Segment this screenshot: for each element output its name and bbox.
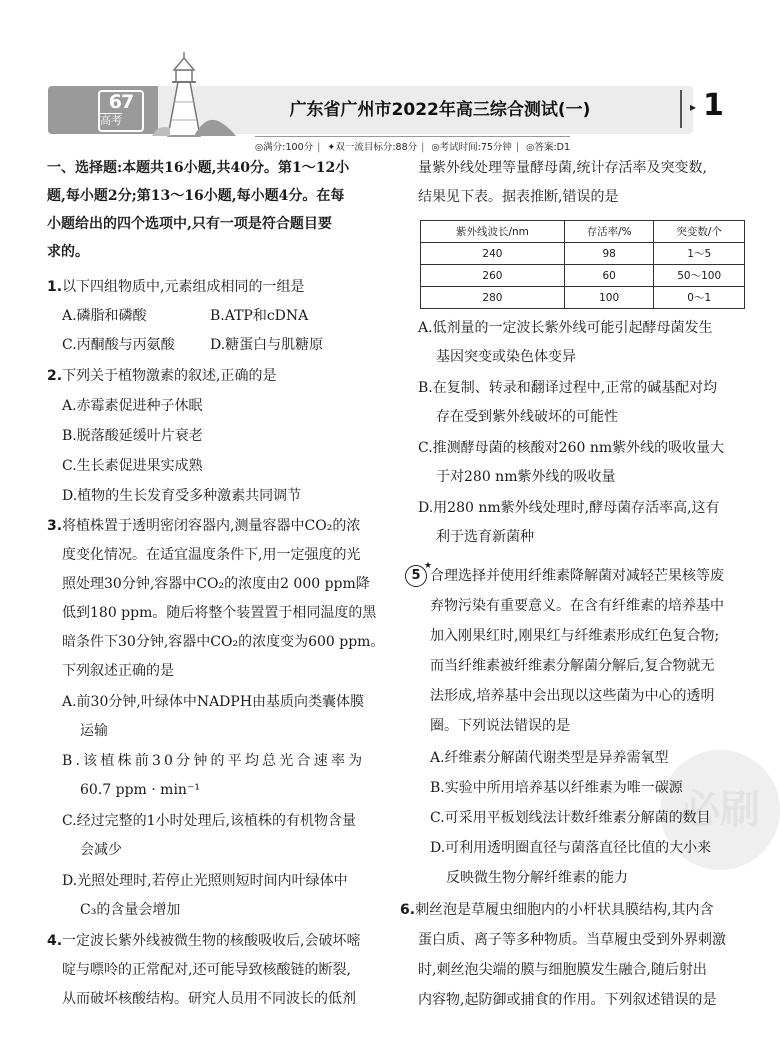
q3-stem-2: 度变化情况。在适宜温度条件下,用一定强度的光 bbox=[62, 547, 361, 563]
table-row bbox=[421, 287, 745, 309]
q2-stem: 2.下列关于植物激素的叙述,正确的是 bbox=[47, 368, 277, 384]
q5-option-d-2: 反映微生物分解纤维素的能力 bbox=[446, 870, 628, 886]
q3-stem-1: 3.将植株置于透明密闭容器内,测量容器中CO₂的浓 bbox=[47, 518, 361, 534]
meta-time: ◎考试时间:75分钟 bbox=[431, 142, 512, 153]
meta-target-score: ✦双一流目标分:88分 bbox=[327, 142, 418, 153]
meta-full-score: ◎满分:100分 bbox=[255, 142, 314, 153]
q3-option-a-1: A.前30分钟,叶绿体中NADPH由基质向类囊体膜 bbox=[62, 694, 365, 710]
q1-number: 1. bbox=[47, 279, 63, 295]
table-header-mutation: 突变数/个 bbox=[654, 221, 745, 243]
table-cell: 1～5 bbox=[654, 243, 745, 265]
q5-stem-6: 圈。下列说法错误的是 bbox=[430, 718, 570, 734]
table-header-row bbox=[421, 221, 745, 243]
q4-option-c-1: C.推测酵母菌的核酸对260 nm紫外线的吸收量大 bbox=[418, 440, 725, 456]
q6-stem-3: 时,刺丝泡尖端的膜与细胞膜发生融合,随后射出 bbox=[418, 962, 707, 978]
q5-option-a: A.纤维素分解菌代谢类型是异养需氧型 bbox=[430, 750, 669, 766]
star-icon: ★ bbox=[424, 561, 433, 571]
table-header-wavelength: 紫外线波长/nm bbox=[421, 221, 565, 243]
q4-stem-3: 从而破坏核酸结构。研究人员用不同波长的低剂 bbox=[62, 991, 356, 1007]
q2-option-b: B.脱落酸延缓叶片衰老 bbox=[62, 428, 203, 444]
q5-option-d-1: D.可利用透明圈直径与菌落直径比值的大小来 bbox=[430, 840, 712, 856]
table-cell: 60 bbox=[564, 265, 654, 287]
table-cell: 280 bbox=[421, 287, 565, 309]
q4-option-c-2: 于对280 nm紫外线的吸收量 bbox=[436, 469, 616, 485]
uv-results-table bbox=[420, 220, 745, 309]
q2-number: 2. bbox=[47, 368, 63, 384]
lighthouse-icon bbox=[148, 52, 238, 136]
table-cell: 100 bbox=[564, 287, 654, 309]
watermark: 必刷 bbox=[660, 750, 780, 870]
section-instruction-2: 题,每小题2分;第13～16小题,每小题4分。在每 bbox=[47, 188, 345, 204]
table-cell: 50～100 bbox=[654, 265, 745, 287]
section-instruction-3: 小题给出的四个选项中,只有一项是符合题目要 bbox=[47, 216, 332, 232]
q3-option-a-2: 运输 bbox=[80, 723, 108, 739]
q1-option-b: B.ATP和cDNA bbox=[210, 308, 309, 324]
q4-option-a-2: 基因突变或染色体变异 bbox=[436, 349, 576, 365]
q2-option-d: D.植物的生长发育受多种激素共同调节 bbox=[62, 488, 302, 504]
table-cell: 98 bbox=[564, 243, 654, 265]
section-instruction-1: 一、选择题:本题共16小题,共40分。第1～12小 bbox=[47, 160, 350, 176]
q5-stem-5: 法形成,培养基中会出现以这些菌为中心的透明 bbox=[430, 688, 715, 704]
q5-option-c: C.可采用平板划线法计数纤维素分解菌的数目 bbox=[430, 810, 711, 826]
q4-stem-5: 结果见下表。据表推断,错误的是 bbox=[418, 189, 619, 205]
q5-stem-3: 加入刚果红时,刚果红与纤维素形成红色复合物; bbox=[430, 628, 720, 644]
triangle-right-icon: ▸ bbox=[690, 100, 697, 114]
q5-number-badge: 5 bbox=[405, 565, 427, 587]
brand-logo bbox=[98, 90, 144, 132]
table-header-survival: 存活率/% bbox=[564, 221, 654, 243]
meta-answer: ◎答案:D1 bbox=[526, 142, 571, 153]
table-row bbox=[421, 265, 745, 287]
q4-option-b-2: 存在受到紫外线破坏的可能性 bbox=[436, 409, 618, 425]
q4-option-d-1: D.用280 nm紫外线处理时,酵母菌存活率高,这有 bbox=[418, 500, 720, 516]
q4-option-d-2: 利于选育新菌种 bbox=[436, 529, 534, 545]
page-number: 1 bbox=[703, 88, 724, 123]
q3-number: 3. bbox=[47, 518, 63, 534]
q3-option-d-2: C₃的含量会增加 bbox=[80, 902, 181, 918]
q4-stem-4: 量紫外线处理等量酵母菌,统计存活率及突变数, bbox=[418, 160, 707, 176]
q1-stem: 1.以下四组物质中,元素组成相同的一组是 bbox=[47, 279, 305, 295]
q1-option-c: C.丙酮酸与丙氨酸 bbox=[62, 337, 175, 353]
q3-option-c-2: 会减少 bbox=[80, 842, 122, 858]
q4-stem-1: 4.一定波长紫外线被微生物的核酸吸收后,会破坏嘧 bbox=[47, 933, 361, 949]
q5-option-b: B.实验中所用培养基以纤维素为唯一碳源 bbox=[430, 780, 683, 796]
q3-option-d-1: D.光照处理时,若停止光照则短时间内叶绿体中 bbox=[62, 873, 348, 889]
q4-option-a-1: A.低剂量的一定波长紫外线可能引起酵母菌发生 bbox=[418, 320, 713, 336]
paper-title: 广东省广州市2022年高三综合测试(一) bbox=[289, 100, 591, 120]
q4-stem-2: 啶与嘌呤的正常配对,还可能导致核酸链的断裂, bbox=[62, 962, 351, 978]
header-divider bbox=[680, 90, 682, 128]
q3-stem-3: 照处理30分钟,容器中CO₂的浓度由2 000 ppm降 bbox=[62, 576, 370, 592]
q2-option-a: A.赤霉素促进种子休眠 bbox=[62, 398, 203, 414]
exam-meta: ◎满分:100分 | ✦双一流目标分:88分 | ◎考试时间:75分钟 | ◎答案:D1 bbox=[255, 136, 570, 153]
q3-stem-6: 下列叙述正确的是 bbox=[62, 663, 174, 679]
logo-text: 高考 bbox=[100, 114, 122, 127]
q3-option-b-1: B.该植株前30分钟的平均总光合速率为 bbox=[62, 753, 366, 769]
q4-option-b-1: B.在复制、转录和翻译过程中,正常的碱基配对均 bbox=[418, 380, 718, 396]
table-cell: 260 bbox=[421, 265, 565, 287]
q3-stem-4: 低到180 ppm。随后将整个装置置于相同温度的黑 bbox=[62, 605, 377, 621]
q6-stem-1: 6.刺丝泡是草履虫细胞内的小杆状具膜结构,其内含 bbox=[400, 902, 714, 918]
q4-number: 4. bbox=[47, 933, 63, 949]
q3-option-b-2: 60.7 ppm · min⁻¹ bbox=[80, 782, 200, 798]
q5-stem-2: 弃物污染有重要意义。在含有纤维素的培养基中 bbox=[430, 598, 724, 614]
q6-number: 6. bbox=[400, 902, 416, 918]
q1-option-d: D.糖蛋白与肌糖原 bbox=[210, 337, 324, 353]
table-cell: 0～1 bbox=[654, 287, 745, 309]
table-row bbox=[421, 243, 745, 265]
q3-option-c-1: C.经过完整的1小时处理后,该植株的有机物含量 bbox=[62, 813, 357, 829]
logo-number: 67 bbox=[108, 91, 134, 113]
section-instruction-4: 求的。 bbox=[47, 244, 89, 260]
table-cell: 240 bbox=[421, 243, 565, 265]
q2-option-c: C.生长素促进果实成熟 bbox=[62, 458, 203, 474]
q6-stem-4: 内容物,起防御或捕食的作用。下列叙述错误的是 bbox=[418, 992, 717, 1008]
q6-stem-2: 蛋白质、离子等多种物质。当草履虫受到外界刺激 bbox=[418, 932, 726, 948]
q5-stem-1: 合理选择并使用纤维素降解菌对减轻芒果核等废 bbox=[430, 568, 724, 584]
q1-option-a: A.磷脂和磷酸 bbox=[62, 308, 147, 324]
q5-stem-4: 而当纤维素被纤维素分解菌分解后,复合物就无 bbox=[430, 658, 715, 674]
q3-stem-5: 暗条件下30分钟,容器中CO₂的浓度变为600 ppm。 bbox=[62, 634, 385, 650]
